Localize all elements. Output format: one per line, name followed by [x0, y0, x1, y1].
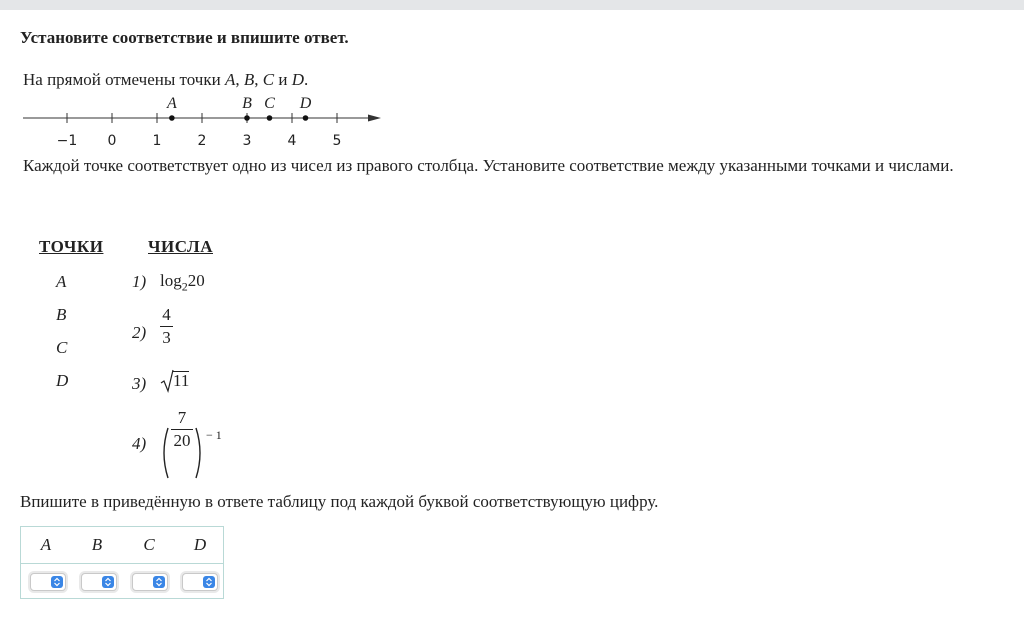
point-label-c: C [56, 338, 68, 357]
intro-point-c: C [262, 70, 275, 89]
fraction-denominator: 3 [162, 328, 171, 347]
task-title: Установите соответствие и впишите ответ. [20, 28, 349, 47]
fraction-bar [171, 429, 193, 430]
option-number-2: 2) [132, 323, 147, 342]
number-line-point-label: B [242, 95, 252, 112]
intro-point-d: D [291, 70, 304, 89]
point-label-b: B [56, 305, 67, 324]
fraction-bar [160, 326, 173, 327]
intro-sep: , [235, 70, 244, 89]
right-paren-icon [194, 426, 204, 480]
number-line-point-label: A [166, 95, 177, 112]
number-line-point-label: D [299, 95, 312, 112]
fraction-numerator: 4 [162, 305, 171, 324]
log-base: 2 [181, 279, 188, 294]
number-line-tick-label: 3 [242, 133, 252, 149]
answer-letter-a: A [40, 535, 52, 554]
option-1-value [160, 271, 205, 294]
number-line-tick-label: 0 [107, 133, 117, 149]
point-label-d: D [56, 371, 69, 390]
intro-point-b: B [243, 70, 255, 89]
intro-text [23, 70, 308, 90]
number-line-tick-label: 5 [332, 133, 342, 149]
chevron-up-down-icon[interactable] [51, 576, 63, 588]
option-number-4: 4) [132, 434, 147, 453]
number-line-point [267, 115, 273, 121]
number-line-tick-label: 1 [152, 133, 162, 149]
option-4-fraction [171, 408, 193, 451]
answer-select-c[interactable] [132, 573, 168, 591]
sqrt-icon [160, 369, 174, 393]
intro-end: . [303, 70, 309, 89]
answer-select-b[interactable] [81, 573, 117, 591]
option-number-3: 3) [132, 374, 147, 393]
chevron-up-down-icon[interactable] [153, 576, 165, 588]
numbers-column-header: ЧИСЛА [148, 237, 213, 256]
chevron-up-down-icon[interactable] [102, 576, 114, 588]
intro-sep: , [254, 70, 263, 89]
answer-letter-d: D [193, 535, 207, 554]
log-argument: 20 [187, 271, 205, 290]
number-line-tick-label: 2 [197, 133, 207, 149]
chevron-up-down-icon[interactable] [203, 576, 215, 588]
answer-letter-b: B [91, 535, 103, 554]
intro-prefix: На прямой отмечены точки [23, 70, 225, 89]
task-description: Каждой точке соответствует одно из чисел из правого столбца. Установите соответствие между указанными точками и числами. [23, 156, 954, 175]
number-line [20, 90, 390, 152]
points-column-header: ТОЧКИ [39, 237, 104, 256]
top-bar [0, 0, 1024, 10]
option-number-1: 1) [132, 272, 147, 291]
arrow-right-icon [368, 115, 381, 122]
fraction-denominator: 20 [173, 431, 191, 450]
answer-table [20, 526, 224, 599]
left-paren-icon [160, 426, 170, 480]
number-line-tick-label: 4 [287, 133, 297, 149]
option-2-fraction [160, 305, 173, 348]
fraction-numerator: 7 [177, 408, 187, 427]
instruction-text: Впишите в приведённую в ответе таблицу под каждой буквой соответствующую цифру. [20, 492, 659, 511]
exponent: − 1 [206, 428, 222, 442]
intro-point-a: A [224, 70, 236, 89]
number-line-point-label: C [264, 95, 275, 112]
point-label-a: A [56, 272, 67, 291]
number-line-point [169, 115, 175, 121]
number-line-point [303, 115, 309, 121]
answer-select-d[interactable] [182, 573, 218, 591]
log-text: log [160, 271, 182, 290]
answer-select-a[interactable] [30, 573, 66, 591]
intro-and: и [274, 70, 292, 89]
number-line-tick-label: −1 [56, 133, 78, 149]
number-line-point [244, 115, 250, 121]
answer-letter-c: C [143, 535, 155, 554]
sqrt-radicand: 11 [173, 371, 190, 390]
